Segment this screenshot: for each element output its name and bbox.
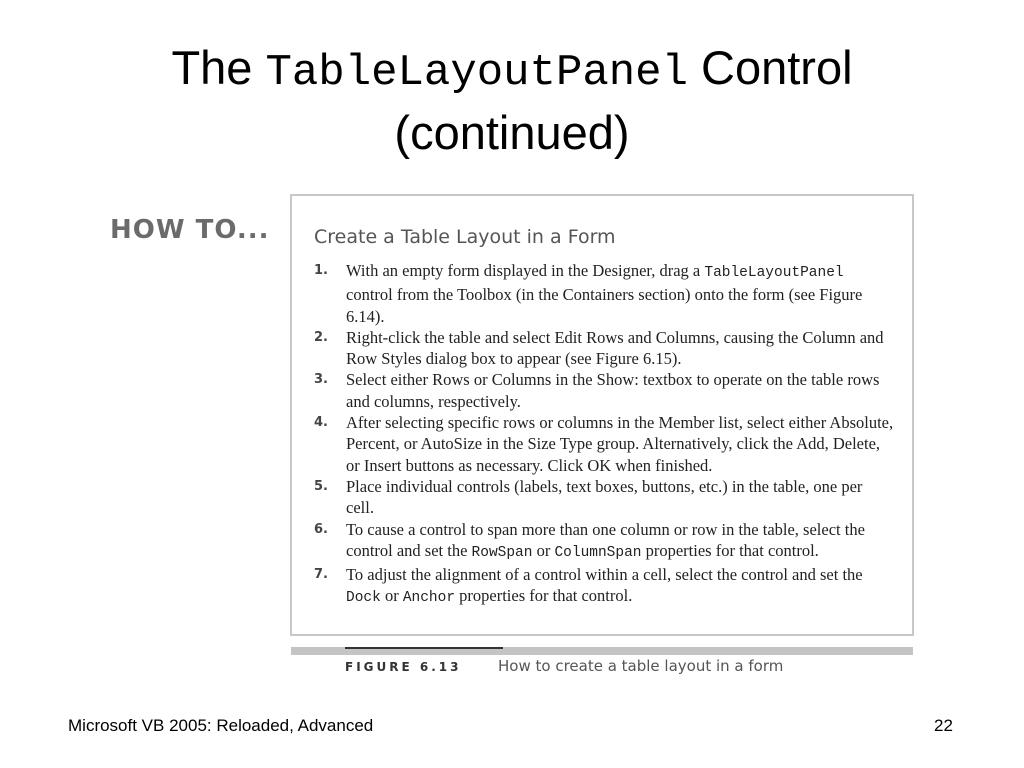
step-number: 7. [314, 567, 328, 583]
step-number: 4. [314, 415, 328, 431]
howto-box [290, 194, 914, 636]
step-text: Place individual controls (labels, text boxes, buttons, etc.) in the table, one per cell. [346, 476, 863, 518]
step-item [314, 564, 894, 610]
step-text: With an empty form displayed in the Designer, drag a TableLayoutPanel control from the Toolbox (in the Containers section) onto the form (see Figure 6.14). [346, 261, 863, 326]
step-item [314, 327, 894, 370]
figure-label: FIGURE 6.13 [345, 660, 462, 674]
step-text: Right-click the table and select Edit Rows and Columns, causing the Column and Row Styles dialog box to appear (see Figure 6.15). [346, 327, 884, 369]
slide-title [0, 38, 1024, 163]
step-text: After selecting specific rows or columns in the Member list, select either Absolute, Percent, or AutoSize in the Size Type group. Alternatively, click the Add, Delete, or Insert buttons as necessary. Click OK when finished. [346, 413, 894, 475]
step-number: 3. [314, 372, 328, 388]
page-number: 22 [934, 716, 953, 735]
step-number: 1. [314, 263, 328, 278]
figure-rule-accent [345, 647, 503, 649]
step-number: 2. [314, 329, 328, 345]
footer-course-title: Microsoft VB 2005: Reloaded, Advanced [68, 716, 374, 735]
title-code: TableLayoutPanel [265, 48, 688, 98]
title-prefix: The [171, 41, 253, 94]
title-line-1 [0, 38, 1024, 103]
figure-caption: How to create a table layout in a form [498, 657, 784, 675]
step-item [314, 412, 894, 476]
step-text: To adjust the alignment of a control within a cell, select the control and set the Dock or Anchor properties for that control. [346, 565, 863, 607]
howto-box-title: Create a Table Layout in a Form [314, 226, 616, 248]
step-text: To cause a control to span more than one column or row in the table, select the control and set the RowSpan or ColumnSpan properties for that control. [346, 519, 865, 561]
steps-list [314, 260, 894, 610]
step-item [314, 369, 894, 412]
step-item [314, 519, 894, 565]
step-number: 5. [314, 478, 328, 494]
title-suffix: Control [701, 41, 853, 94]
step-item [314, 260, 894, 327]
title-line-2: (continued) [394, 106, 630, 159]
howto-label: HOW TO... [110, 215, 270, 245]
step-text: Select either Rows or Columns in the Show: textbox to operate on the table rows and columns, respectively. [346, 370, 880, 411]
step-number: 6. [314, 521, 328, 537]
figure-rule [291, 647, 913, 655]
step-item [314, 476, 894, 519]
